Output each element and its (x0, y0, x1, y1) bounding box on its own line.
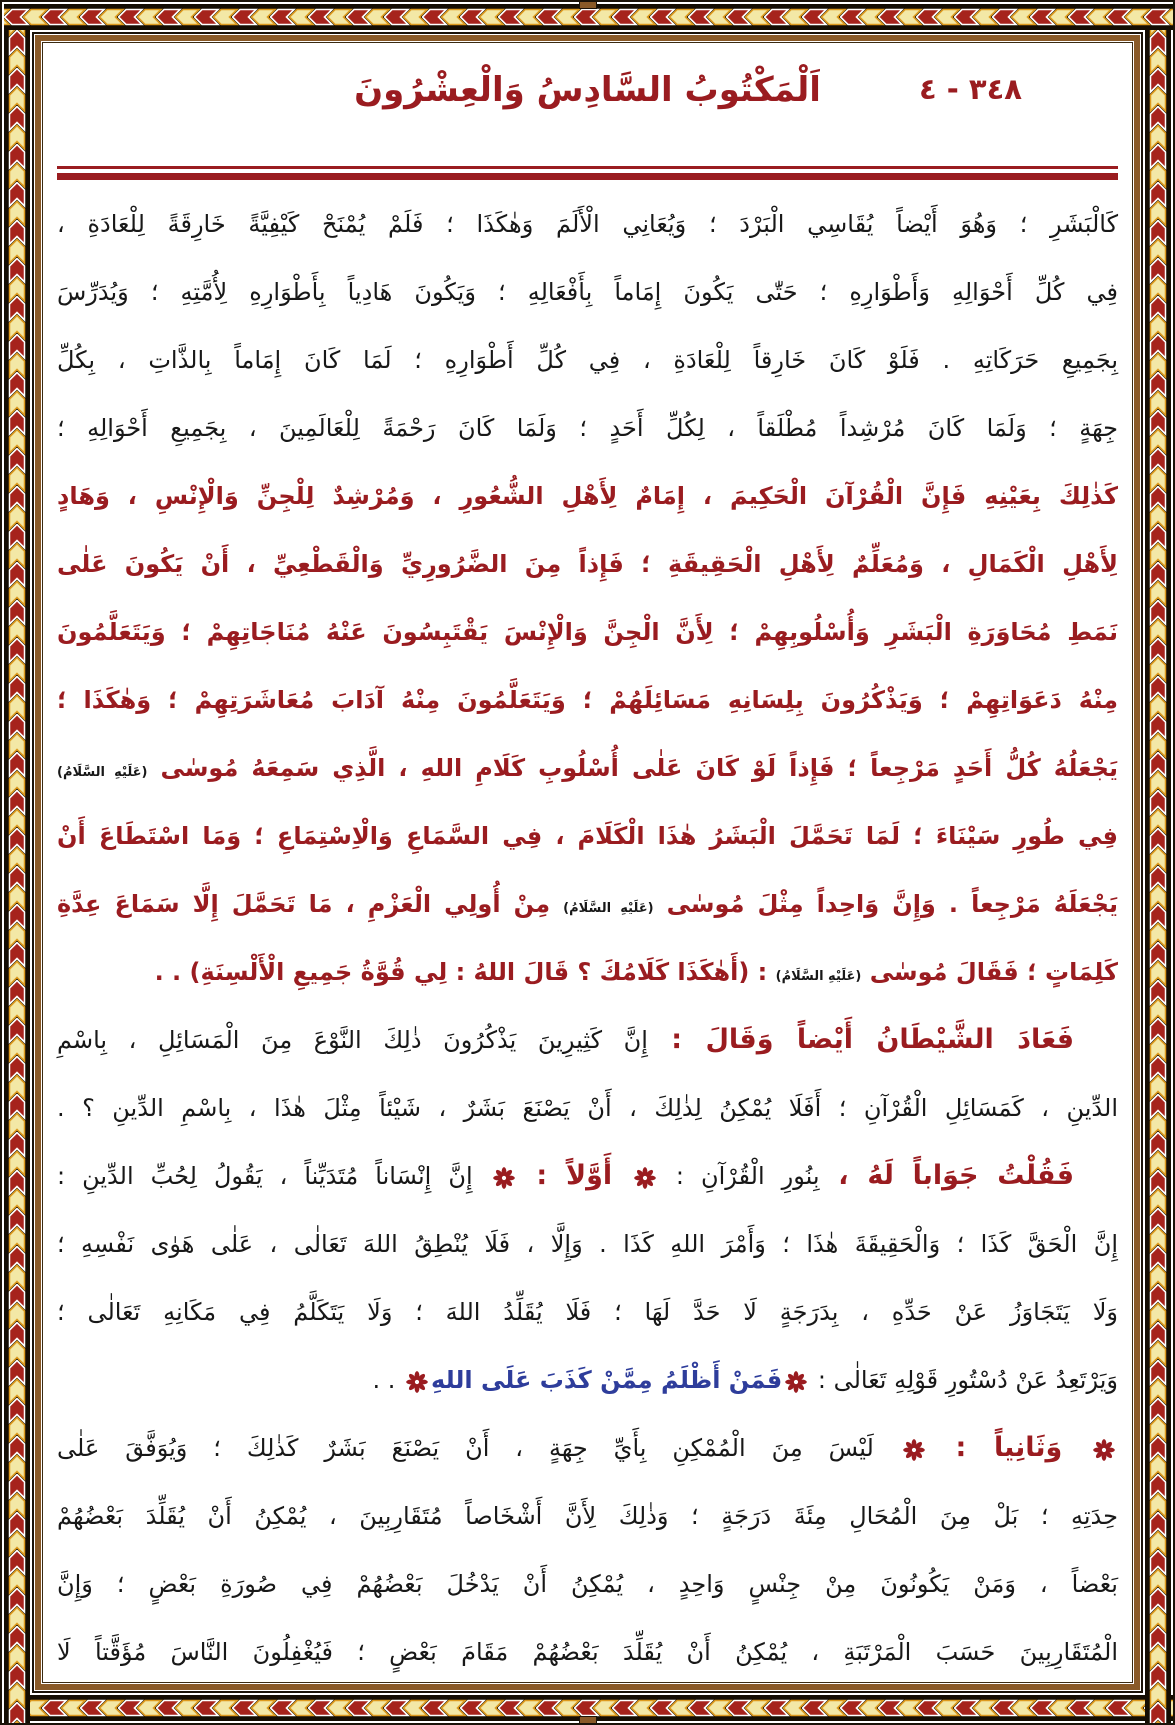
text-segment: بِجَمِيعِ حَرَكَاتِهِ . فَلَوْ كَانَ خَارِقاً لِلْعَادَةِ ، فِي كُلِّ أَطْوَارِهِ ؛ لَمَا كَانَ إِمَاماً بِالذَّاتِ ، بِكُلِّ (57, 346, 1118, 374)
page-header (57, 44, 1118, 154)
quran-bracket-icon (1093, 1421, 1115, 1489)
text-segment: بَعْضاً ، وَمَنْ يَكُونُونَ مِنْ جِنْسٍ وَاحِدٍ ، يُمْكِنُ أَنْ يَدْخُلَ بَعْضُهُمْ فِي صُورَةِ بَعْضٍ ؛ وَإِنَّ (57, 1570, 1118, 1598)
ornamental-border-left (4, 30, 30, 1725)
text-line (57, 462, 1118, 530)
text-segment: أَوَّلاً : (517, 1160, 631, 1191)
text-line (57, 1550, 1118, 1618)
text-segment: فِي طُورِ سَيْنَاءَ ؛ لَمَا تَحَمَّلَ الْبَشَرُ هٰذَا الْكَلَامَ ، فِي السَّمَاعِ وَالْاِسْتِمَاعِ ؛ وَمَا اسْتَطَاعَ أَنْ (57, 822, 1118, 850)
text-segment: جِهَةٍ ؛ وَلَمَا كَانَ مُرْشِداً مُطْلَقاً ، لِكُلِّ أَحَدٍ ؛ وَلَمَا كَانَ رَحْمَةً لِلْعَالَمِينَ ، بِجَمِيعِ أَحْوَالِهِ ؛ (57, 414, 1118, 442)
text-segment: وَثَانِياً : (927, 1432, 1091, 1463)
text-segment: كَالْبَشَرِ ؛ وَهُوَ أَيْضاً يُقَاسِي الْبَرْدَ ؛ وَيُعَانِي الْأَلَمَ وَهٰكَذَا ؛ فَلَمْ يُمْنَحْ كَيْفِيَّةً خَارِقَةً لِلْعَادَةِ ، (57, 210, 1118, 238)
text-segment: لِأَهْلِ الْكَمَالِ ، وَمُعَلِّمٌ لِأَهْلِ الْحَقِيقَةِ ؛ فَإِذاً مِنَ الضَّرُورِيِّ وَالْقَطْعِيِّ ، أَنْ يَكُونَ عَلٰى (57, 550, 1118, 578)
text-segment: إِنَّ إِنْسَاناً مُتَدَيِّناً ، يَقُولُ لِحُبِّ الدِّينِ : (57, 1162, 490, 1190)
page-content (57, 44, 1118, 1681)
text-segment: الْمُتَقَارِبِينَ حَسَبَ الْمَرْتَبَةِ ، يُمْكِنُ أَنْ يُقَلِّدَ بَعْضُهُمْ مَقَامَ بَعْضٍ ؛ فَيُغْفِلُونَ النَّاسَ مُؤَقَّتاً لَا (57, 1638, 1118, 1666)
text-segment: مِنْهُ دَعَوَاتِهِمْ ؛ وَيَذْكُرُونَ بِلِسَانِهِ مَسَائِلَهُمْ ؛ وَيَتَعَلَّمُونَ مِنْهُ آدَابَ مُعَاشَرَتِهِمْ ؛ وَهٰكَذَا ؛ (57, 686, 1118, 714)
quran-bracket-icon (634, 1149, 656, 1217)
text-line (57, 598, 1118, 666)
page-number: ٣٤٨ - ٤ (918, 72, 1022, 106)
alayhis-salam-symbol: (عَلَيْهِ السَّلَامُ) (57, 765, 148, 780)
text-segment: مِنْ أُولِي الْعَزْمِ ، مَا تَحَمَّلَ إِلَّا سَمَاعَ عِدَّةِ (57, 890, 564, 918)
text-segment: فَقُلْتُ جَوَاباً لَهُ ، (819, 1160, 1074, 1191)
text-line (57, 1074, 1118, 1142)
text-segment: وَلَا يَتَجَاوَزُ عَنْ حَدِّهِ ، بِدَرَجَةٍ لَا حَدَّ لَهَا ؛ فَلَا يُقَلِّدُ اللهَ ؛ وَلَا يَتَكَلَّمُ فِي مَكَانِهِ تَعَالٰى ؛ (57, 1298, 1118, 1326)
text-line (57, 1618, 1118, 1686)
text-segment: كَلِمَاتٍ ؛ فَقَالَ مُوسٰى (861, 958, 1118, 986)
text-line (57, 1346, 1118, 1414)
text-line (57, 938, 1118, 1006)
text-line (57, 1278, 1118, 1346)
text-segment: فَعَادَ الشَّيْطَانُ أَيْضاً وَقَالَ : (647, 1024, 1075, 1055)
ornamental-border-right (1145, 30, 1171, 1725)
quran-bracket-icon (903, 1421, 925, 1489)
text-line (57, 1142, 1118, 1210)
text-segment: يَجْعَلُهُ كُلُّ أَحَدٍ مَرْجِعاً ؛ فَإِذاً لَوْ كَانَ عَلٰى أُسْلُوبِ كَلَامِ اللهِ ، الَّذِي سَمِعَهُ مُوسٰى (147, 754, 1118, 782)
text-line (57, 870, 1118, 938)
text-line (57, 530, 1118, 598)
page-title: اَلْمَكْتُوبُ السَّادِسُ وَالْعِشْرُونَ (354, 70, 821, 110)
text-segment: حِدَتِهِ ؛ بَلْ مِنَ الْمُحَالِ مِئَةَ دَرَجَةٍ ؛ وَذٰلِكَ لِأَنَّ أَشْخَاصاً مُتَقَارِبِينَ ، يُمْكِنُ أَنْ يُقَلِّدَ بَعْضُهُمْ (57, 1502, 1118, 1530)
text-line (57, 802, 1118, 870)
text-line (57, 190, 1118, 258)
text-line (57, 258, 1118, 326)
text-line (57, 1210, 1118, 1278)
alayhis-salam-symbol: (عَلَيْهِ السَّلَامُ) (775, 969, 862, 984)
text-segment: إِنَّ الْحَقَّ كَذَا ؛ وَالْحَقِيقَةَ هٰذَا ؛ وَأَمْرَ اللهِ كَذَا . وَإِلَّا ، فَلَا يُنْطِقُ اللهَ تَعَالٰى ، عَلٰى هَوٰى نَفْسِهِ ؛ (57, 1230, 1118, 1258)
text-segment: الدِّينِ ، كَمَسَائِلِ الْقُرْآنِ ؛ أَفَلَا يُمْكِنُ لِذٰلِكَ ، أَنْ يَصْنَعَ بَشَرٌ ، شَيْئاً مِثْلَ هٰذَا ، بِاسْمِ الدِّينِ ؟ . (57, 1094, 1118, 1122)
text-line (57, 1414, 1118, 1482)
text-body (57, 190, 1118, 1686)
text-segment: بِنُورِ الْقُرْآنِ : (658, 1162, 820, 1190)
text-segment: لَيْسَ مِنَ الْمُمْكِنِ بِأَيِّ جِهَةٍ ، أَنْ يَصْنَعَ بَشَرٌ كَذٰلِكَ ؛ وَيُوَفَّقَ عَلٰى (57, 1434, 900, 1462)
text-line (57, 394, 1118, 462)
text-segment: : (أَهٰكَذَا كَلَامُكَ ؟ قَالَ اللهُ : لِي قُوَّةُ جَمِيعِ الْأَلْسِنَةِ) . . (154, 958, 776, 986)
text-segment: وَيَرْتَعِدُ عَنْ دُسْتُورِ قَوْلِهِ تَعَالٰى : (810, 1366, 1118, 1394)
text-segment: يَجْعَلَهُ مَرْجِعاً . وَإِنَّ وَاحِداً مِثْلَ مُوسٰى (653, 890, 1118, 918)
quran-bracket-icon (406, 1353, 428, 1421)
text-segment: . . (372, 1366, 404, 1394)
text-line (57, 1482, 1118, 1550)
text-segment: كَذٰلِكَ بِعَيْنِهِ فَإِنَّ الْقُرْآنَ الْحَكِيمَ ، إِمَامٌ لِأَهْلِ الشُّعُورِ ، وَمُرْشِدٌ لِلْجِنِّ وَالْإِنْسِ ، وَهَادٍ (57, 482, 1118, 510)
quran-quote-text: فَمَنْ أَظْلَمُ مِمَّنْ كَذَبَ عَلَى اللهِ (431, 1366, 783, 1394)
text-segment: نَمَطِ مُحَاوَرَةِ الْبَشَرِ وَأُسْلُوبِهِمْ ؛ لِأَنَّ الْجِنَّ وَالْإِنْسَ يَقْتَبِسُونَ عَنْهُ مُنَاجَاتِهِمْ ؛ وَيَتَعَلَّمُونَ (57, 618, 1118, 646)
text-line (57, 666, 1118, 734)
text-line (57, 734, 1118, 802)
alayhis-salam-symbol: (عَلَيْهِ السَّلَامُ) (563, 901, 654, 916)
header-divider (57, 166, 1118, 180)
text-line (57, 326, 1118, 394)
quran-bracket-icon (493, 1149, 515, 1217)
frame-top-center-ornament (579, 1, 597, 9)
text-segment: فِي كُلِّ أَحْوَالِهِ وَأَطْوَارِهِ ؛ حَتّٰى يَكُونَ إِمَاماً بِأَفْعَالِهِ ؛ وَيَكُونَ هَادِياً بِأَطْوَارِهِ لِأُمَّتِهِ ؛ وَيُدَرِّسَ (57, 278, 1118, 306)
text-line (57, 1006, 1118, 1074)
frame-bottom-center-ornament (579, 1716, 597, 1724)
quran-bracket-icon (785, 1353, 807, 1421)
text-segment: إِنَّ كَثِيرِينَ يَذْكُرُونَ ذٰلِكَ النَّوْعَ مِنَ الْمَسَائِلِ ، بِاسْمِ (57, 1026, 648, 1054)
